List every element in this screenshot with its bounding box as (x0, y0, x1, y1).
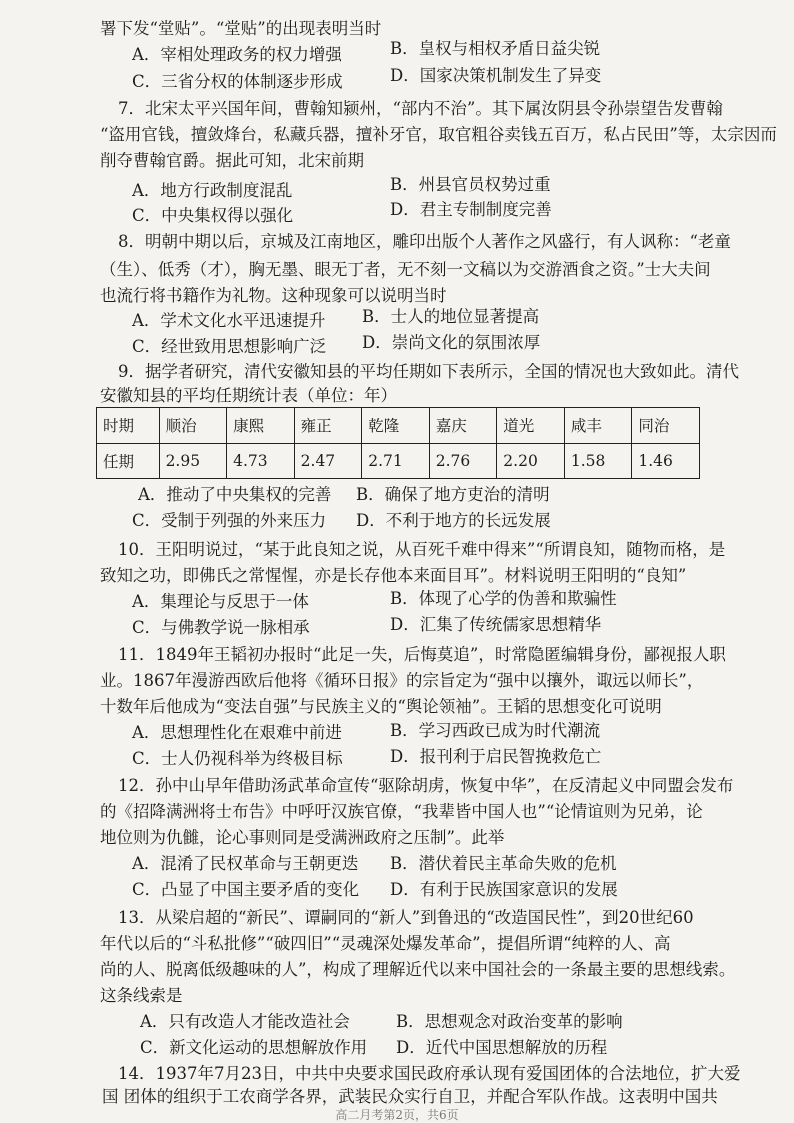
table-cell: 1.46 (632, 443, 700, 479)
q13-option-a: A．只有改造人才能改造社会 (140, 1012, 350, 1031)
q10-option-a: A．集理论与反思于一体 (132, 592, 309, 611)
table-header-row (97, 408, 700, 444)
q11-line-3: 十数年后他成为“变法自强”与民族主义的“舆论领袖”。王韬的思想变化可说明 (100, 697, 662, 716)
q11-option-b: B．学习西政已成为时代潮流 (390, 721, 601, 740)
q6-stem-tail: 署下发“堂贴”。“堂贴”的出现表明当时 (100, 19, 382, 38)
table-cell: 任期 (97, 443, 160, 479)
q12-option-a: A．混淆了民权革命与王朝更迭 (132, 854, 359, 873)
q6-option-d: D．国家决策机制发生了异变 (390, 66, 602, 85)
q7-line-3: 削夺曹翰官爵。据此可知，北宋前期 (100, 151, 364, 170)
table-cell: 康熙 (227, 408, 295, 444)
q10-line-1: 10．王阳明说过，“某于此良知之说，从百死千难中得来”“所谓良知，随物而格，是 (118, 540, 726, 559)
table-cell: 4.73 (227, 443, 295, 479)
q8-line-3: 也流行将书籍作为礼物。这种现象可以说明当时 (100, 286, 447, 305)
q7-option-c: C．中央集权得以强化 (132, 206, 294, 225)
table-cell: 2.20 (497, 443, 565, 479)
q10-option-b: B．体现了心学的伪善和欺骗性 (390, 589, 617, 608)
q11-line-2: 业。1867年漫游西欧后他将《循环日报》的宗旨定为“强中以攘外，诹远以师长”， (100, 671, 704, 690)
q9-option-c: C．受制于列强的外来压力 (132, 511, 327, 530)
q11-option-a: A．思想理性化在艰难中前进 (132, 723, 342, 742)
q13-line-2: 年代以后的“斗私批修”“破四旧”“灵魂深处爆发革命”，提倡所谓“纯粹的人、高 (100, 934, 671, 953)
q8-line-2: （生）、低秀（才），胸无墨、眼无丁者，无不刻一文稿以为交游酒食之资。”士大夫间 (100, 260, 711, 279)
table-cell: 2.76 (429, 443, 497, 479)
table-row (97, 443, 700, 479)
q9-line-1: 9．据学者研究，清代安徽知县的平均任期如下表所示，全国的情况也大致如此。清代 (118, 362, 739, 381)
table-cell: 顺治 (159, 408, 227, 444)
q10-option-c: C．与佛教学说一脉相承 (132, 618, 310, 637)
q10-option-d: D．汇集了传统儒家思想精华 (390, 615, 602, 634)
q8-option-a: A．学术文化水平迅速提升 (132, 311, 326, 330)
table-cell: 1.58 (564, 443, 632, 479)
q6-option-b: B．皇权与相权矛盾日益尖锐 (390, 39, 601, 58)
q14-line-1: 14．1937年7月23日，中共中央要求国民政府承认现有爱国团体的合法地位，扩大爱 (118, 1064, 741, 1083)
q13-option-b: B．思想观念对政治变革的影响 (396, 1012, 623, 1031)
q9-option-b: B．确保了地方吏治的清明 (356, 485, 550, 504)
q8-option-d: D．崇尚文化的氛围浓厚 (362, 333, 541, 352)
q10-line-2: 致知之功，即佛氏之常惺惺，亦是长存他本来面目耳”。材料说明王阳明的“良知” (100, 566, 687, 585)
table-cell: 2.95 (159, 443, 227, 479)
table-cell: 同治 (632, 408, 700, 444)
q6-option-a: A．宰相处理政务的权力增强 (132, 45, 342, 64)
table-cell: 咸丰 (564, 408, 632, 444)
q13-line-4: 这条线索是 (100, 986, 183, 1005)
table-cell: 乾隆 (362, 408, 430, 444)
table-cell: 2.47 (294, 443, 362, 479)
q7-option-b: B．州县官员权势过重 (390, 175, 551, 194)
q13-line-3: 尚的人、脱离低级趣味的人”，构成了理解近代以来中国社会的一条最主要的思想线索。 (100, 960, 736, 979)
page-footer: 高二月考第2页，共6页 (335, 1108, 459, 1122)
q12-line-1: 12．孙中山早年借助汤武革命宣传“驱除胡虏，恢复中华”，在反清起义中同盟会发布 (118, 776, 734, 795)
q13-option-d: D．近代中国思想解放的历程 (396, 1038, 608, 1057)
q11-option-d: D．报刊利于启民智挽救危亡 (390, 747, 602, 766)
q9-line-2: 安徽知县的平均任期统计表（单位：年） (100, 386, 397, 405)
q11-line-1: 11．1849年王韬初办报时“此足一失，后悔莫追”，时常隐匿编辑身份，鄙视报人职 (118, 645, 726, 664)
table-cell: 时期 (97, 408, 160, 444)
q6-option-c: C．三省分权的体制逐步形成 (132, 72, 343, 91)
q11-option-c: C．士人仍视科举为终极目标 (132, 749, 343, 768)
q8-line-1: 8．明朝中期以后，京城及江南地区，雕印出版个人著作之风盛行，有人讽称：“老童 (118, 232, 731, 251)
q14-line-2: 国 团体的组织于工农商学各界，武装民众实行自卫，并配合军队作战。这表明中国共 (102, 1087, 718, 1106)
table-cell: 雍正 (294, 408, 362, 444)
q7-option-a: A．地方行政制度混乱 (132, 181, 293, 200)
table-cell: 道光 (497, 408, 565, 444)
knife-tenure-table (96, 407, 700, 479)
q13-option-c: C．新文化运动的思想解放作用 (140, 1038, 368, 1057)
q9-option-a: A．推动了中央集权的完善 (138, 485, 332, 504)
q8-option-b: B．士人的地位显著提高 (362, 307, 540, 326)
q12-line-2: 的《招降满洲将士布告》中呼吁汉族官僚，“我辈皆中国人也”“论情谊则为兄弟，论 (100, 802, 703, 821)
q7-option-d: D．君主专制制度完善 (390, 200, 552, 219)
q7-line-1: 7．北宋太平兴国年间，曹翰知颍州，“部内不治”。其下属汝阴县令孙崇望告发曹翰 (118, 99, 723, 118)
q12-line-3: 地位则为仇雠，论心事则同是受满洲政府之压制”。此举 (100, 828, 505, 847)
q12-option-c: C．凸显了中国主要矛盾的变化 (132, 880, 360, 899)
q8-option-c: C．经世致用思想影响广泛 (132, 337, 327, 356)
q12-option-d: D．有利于民族国家意识的发展 (390, 880, 618, 899)
q9-option-d: D．不利于地方的长远发展 (356, 511, 551, 530)
q12-option-b: B．潜伏着民主革命失败的危机 (390, 854, 617, 873)
q13-line-1: 13．从梁启超的“新民”、谭嗣同的“新人”到鲁迅的“改造国民性”，到20世纪60 (118, 908, 694, 927)
q7-line-2: “盗用官钱，擅敛烽台，私藏兵器，擅补牙官，取官粗谷卖钱五百万，私占民田”等，太宗因而 (100, 125, 777, 144)
table-cell: 2.71 (362, 443, 430, 479)
table-cell: 嘉庆 (429, 408, 497, 444)
